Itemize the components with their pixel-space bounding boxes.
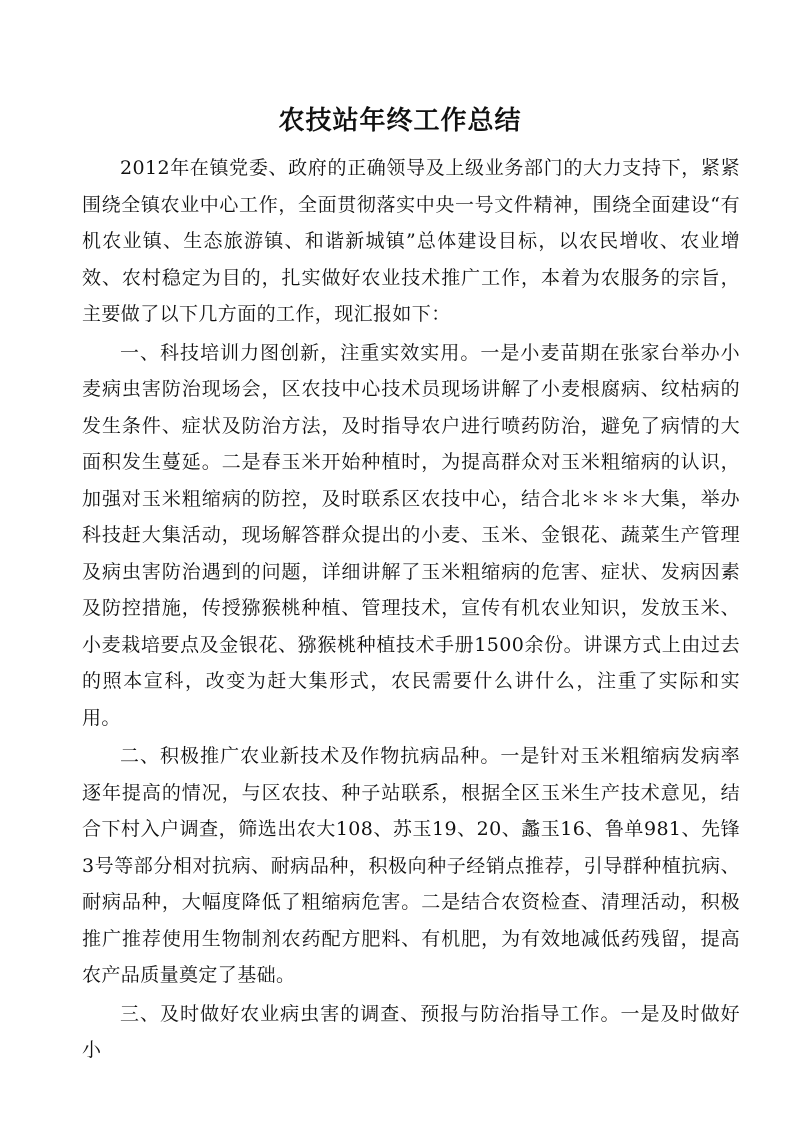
paragraph-section-3: 三、及时做好农业病虫害的调查、预报与防治指导工作。一是及时做好小 [82,1002,740,1061]
document-title: 农技站年终工作总结 [278,106,522,136]
paragraph-section-1: 一、科技培训力图创新，注重实效实用。一是小麦苗期在张家台举办小麦病虫害防治现场会，区农技中心技术员现场讲解了小麦根腐病、纹枯病的发生条件、症状及防治方法，及时指导农户进行喷药防治，避免了病情的大面积发生蔓延。二是春玉米开始种植时，为提高群众对玉米粗缩病的认识，加强对玉米粗缩病的防控，及时联系区农技中心，结合北＊＊＊大集，举办科技赶大集活动，现场解答群众提出的小麦、玉米、金银花、蔬菜生产管理及病虫害防治遇到的问题，详细讲解了玉米粗缩病的危害、症状、发病因素及防控措施，传授猕猴桃种植、管理技术，宣传有机农业知识，发放玉米、小麦栽培要点及金银花、猕猴桃种植技术手册1500余份。讲课方式上由过去的照本宣科，改变为赶大集形式，农民需要什么讲什么，注重了实际和实用。 [82,341,740,729]
document-body [82,150,740,1069]
paragraph-section-2: 二、积极推广农业新技术及作物抗病品种。一是针对玉米粗缩病发病率逐年提高的情况，与区农技、种子站联系，根据全区玉米生产技术意见，结合下村入户调查，筛选出农大108、苏玉19、20、蠡玉16、鲁单981、先锋3号等部分相对抗病、耐病品种，积极向种子经销点推荐，引导群种植抗病、耐病品种，大幅度降低了粗缩病危害。二是结合农资检查、清理活动，积极推广推荐使用生物制剂农药配方肥料、有机肥，为有效地减低药残留，提高农产品质量奠定了基础。 [82,745,740,986]
paragraph-intro: 2012年在镇党委、政府的正确领导及上级业务部门的大力支持下，紧紧围绕全镇农业中心工作，全面贯彻落实中央一号文件精神，围绕全面建设“有机农业镇、生态旅游镇、和谐新城镇”总体建设目标，以农民增收、农业增效、农村稳定为目的，扎实做好农业技术推广工作，本着为农服务的宗旨，主要做了以下几方面的工作，现汇报如下： [82,157,740,325]
